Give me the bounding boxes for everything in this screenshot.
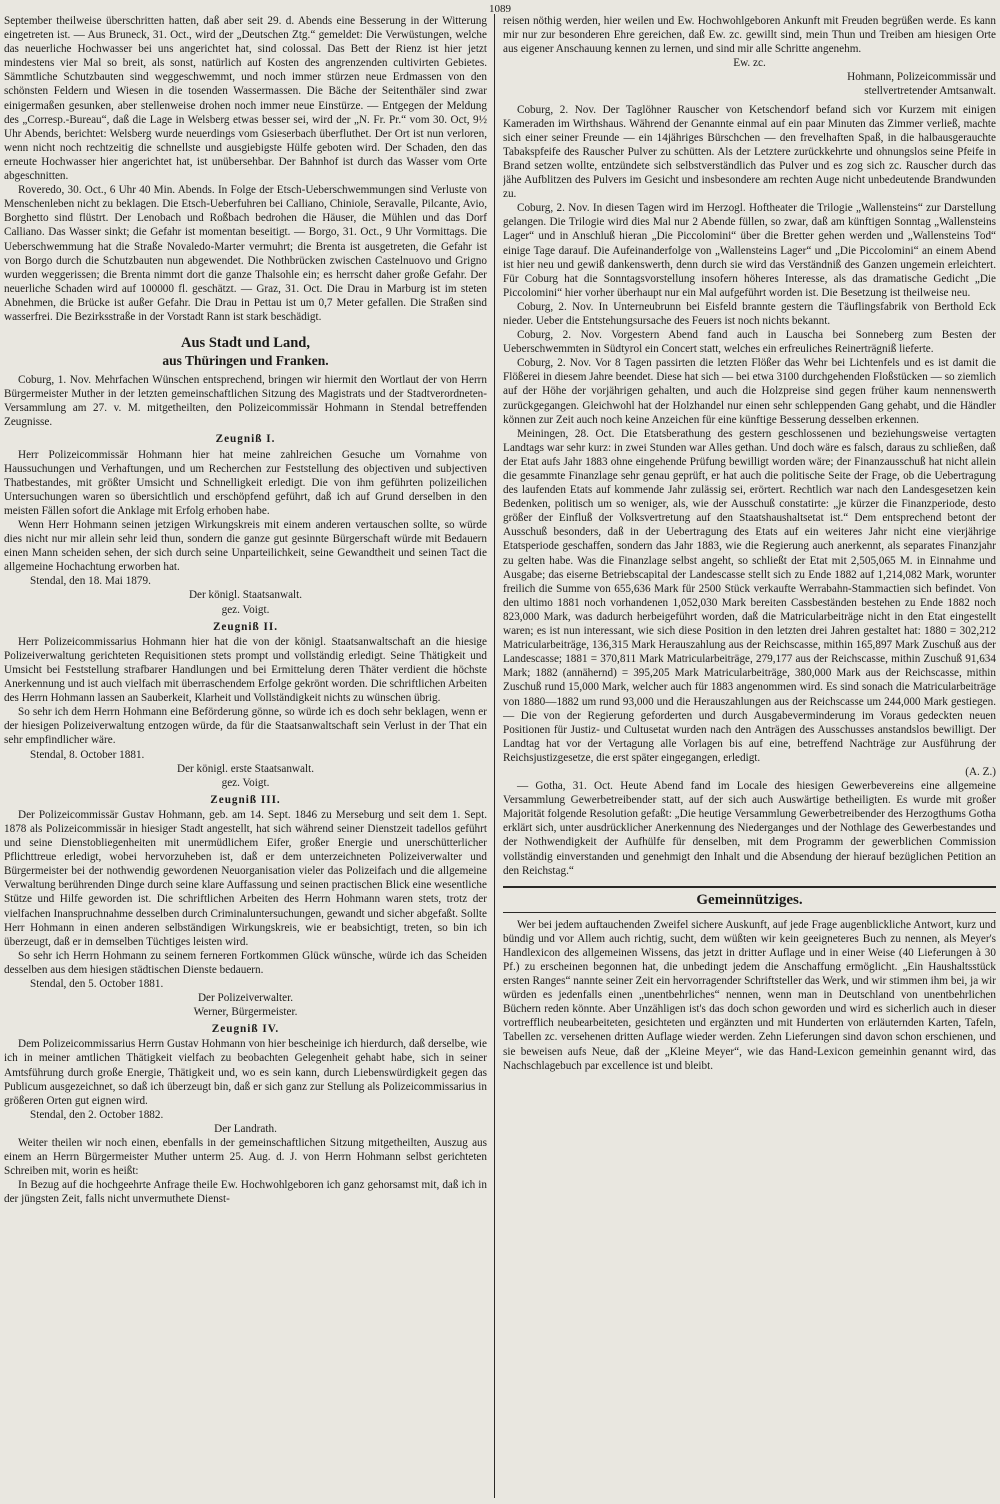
news-gotha-assembly: — Gotha, 31. Oct. Heute Abend fand im Locale des hiesigen Gewerbevereins eine allgemeine Versammlung Gewerbetreibender statt, auf der sich auch Auswärtige betheiligten. Es wurde mit großer Majorität folgende Resolution gefaßt: „Die heutige Versammlung Gewerbetreibender des Herzogthums Gotha erklärt sich, unter ausdrücklicher Anerkennung des Niederganges und der Nothlage des Gewerbestandes und der Nothwendigkeit der Aufhülfe für denselben, mit dem Programm der gewerblichen Commission vollständig einverstanden und genehmigt den Inhalt und die Absendung der hierauf bezüglichen Petition an den Reichstag.“ bbox=[503, 780, 996, 877]
letter-excerpt-start: In Bezug auf die hochgeehrte Anfrage theile Ew. Hochwohlgeboren ich ganz gehorsamst mit, daß ich in der jüngsten Zeit, falls nicht unvermuthete Dienst- bbox=[4, 1179, 487, 1206]
zeugnis-1-signature-title: Der königl. Staatsanwalt. bbox=[188, 589, 303, 602]
section-title-gemeinnuetziges: Gemeinnütziges. bbox=[503, 886, 996, 913]
zeugnis-4-signature-title: Der Landrath. bbox=[214, 1122, 277, 1135]
flood-report: September theilweise überschritten hatten, daß aber seit 29. d. Abends eine Besserung in der Witterung eingetreten ist. — Aus Bruneck, 31. Oct., wird der „Deutschen Ztg.“ gemeldet: Die Verwüstungen, welche das neuerliche Hochwasser bei uns angerichtet hat, sind colossal. Das Bett der Rienz ist hier jetzt mindestens vier Mal so breit, als sonst, natürlich auf Kosten des angrenzenden cultivirten Gebietes. Sämmtliche Schutzbauten sind weggeschwemmt, und noch immer stürzen neue Erdmassen von den schönsten Feldern und Wiesen in die tosenden Wassermassen. Die Bäche der Seitenthäler sind zwar einigermaßen gesunken, aber stellenweise drohen noch immer neue Einstürze. — Entgegen der Meldung des „Corresp.-Bureau“, daß die Lage in Welsberg etwas besser sei, wird der „N. Fr. Pr.“ vom 30. Oct, 9½ Uhr Abends, berichtet: Welsberg wurde neuerdings vom Gsieserbach überfluthet. Der Ort ist nun verloren, wenn nicht noch rechtzeitig die schnellste und ausgiebigste Hülfe geboten wird. Der Schaden, den das erneute Hochwasser hier angerichtet hat, ist unübersehbar. Der Bahnhof ist durch das Wasser vom Orte abgeschnitten. bbox=[4, 15, 487, 183]
zeugnis-4-place-date: Stendal, den 2. October 1882. bbox=[30, 1108, 164, 1121]
zeugnis-1-paragraph: Herr Polizeicommissär Hohmann hier hat meine zahlreichen Gesuche um Vornahme von Haussuchungen und Verhaftungen, und um Recherchen zur Feststellung des objectiven und subjectiven Thatbestandes, mit größter Umsicht und Schnelligkeit erledigt. Die von ihm geführten polizeilichen Untersuchungen waren so übersichtlich und erschöpfend geführt, daß ich auf Grund derselben in den meisten Fällen sofort die Anklage mit Erfolg erhoben habe. bbox=[4, 448, 487, 517]
left-column bbox=[4, 14, 487, 1498]
zeugnis-3-paragraph: Der Polizeicommissär Gustav Hohmann, geb. am 14. Sept. 1846 zu Merseburg und seit dem 1. Sept. 1878 als Polizeicommissär in hiesiger Stadt angestellt, hat sich während seiner Dienstzeit tadellos geführt und seine Dienstobliegenheiten mit unermüdlichem Eifer, großer Energie und unerschütterlicher Pflichttreue erledigt, wobei hervorzuheben ist, daß er dem unterzeichneten Polizeiverwalter und Bürgermeister bei der nothwendig gewordenen Neuorganisation vieler das Polizeifach und die allgemeine Verwaltung berührenden Dinge durch seine klare Auffassung und seinen practischen Blick eine wesentliche Stütze und Hilfe geworden ist. Die schriftlichen Arbeiten des Herrn Hohmann waren stets, trotz der vielfachen Inanspruchnahme desselben durch Criminaluntersuchungen, gewandt und sicher abgefaßt. Sollte Herr Hohmann in einen anderen selbständigen Wirkungskreis, wie er beabsichtigt, treten, so bin ich überzeugt, daß er in demselben Tüchtiges leisten wird. bbox=[4, 808, 487, 948]
zeugnis-1-paragraph: Wenn Herr Hohmann seinen jetzigen Wirkungskreis mit einem anderen vertauschen sollte, so würde dies nicht nur mir allein sehr leid thun, sondern die ganze gut gesinnte Bürgerschaft würde mit Bedauern einen Mann scheiden sehen, der sich durch seine Unparteilichkeit, seine Gewandtheit und seinen Tact die allgemeine Hochachtung erworben hat. bbox=[4, 519, 487, 574]
letter-signature-title: stellvertretender Amtsanwalt. bbox=[864, 85, 996, 98]
zeugnis-3-signature-name: Werner, Bürgermeister. bbox=[193, 1006, 298, 1019]
coburg-intro: Coburg, 1. Nov. Mehrfachen Wünschen entsprechend, bringen wir hiermit den Wortlaut der von Herrn Bürgermeister Muther in der letzten gemeinschaftlichen Sitzung des Magistrats und der Stadtverordneten-Versammlung am 27. v. M. mitgetheilten, den Polizeicommissär Hohmann in Stendal betreffenden Zeugnisse. bbox=[4, 374, 487, 429]
letter-excerpt-intro: Weiter theilen wir noch einen, ebenfalls in der gemeinschaftlichen Sitzung mitgetheilten, Auszug aus einem an Herrn Bürgermeister Muther unterm 25. Aug. d. J. von Herrn Hohmann selbst gerichteten Schreiben mit, worin es heißt: bbox=[4, 1137, 487, 1178]
zeugnis-4-heading: Zeugniß IV. bbox=[211, 1023, 280, 1036]
section-subtitle-thueringen: aus Thüringen und Franken. bbox=[162, 353, 329, 369]
news-source-sign: (A. Z.) bbox=[965, 765, 996, 778]
news-coburg-concert: Coburg, 2. Nov. Vorgestern Abend fand auch in Lauscha bei Sonneberg zum Besten der Ueberschwemmten in Südtyrol ein Concert statt, welches ein erfreuliches Reinerträgniß lieferte. bbox=[503, 329, 996, 356]
news-coburg-pipe: Coburg, 2. Nov. Der Taglöhner Rauscher von Ketschendorf befand sich vor Kurzem mit einigen Kameraden im Wirthshaus. Während der Genannte einmal auf ein paar Minuten das Zimmer verließ, machte sich einer seiner Freunde — ein 14jähriges Bürschchen — den frevelhaften Spaß, in die halbausgerauchte Tabakspfeife des Rauscher Pulver zu schütten. Als der Letztere zurückkehrte und ohnungslos seine Pfeife in Brand setzen wollte, entzündete sich selbstverständlich das Pulver und es zog sich zc. Rauscher durch das jähe Aufblitzen des Pulvers im Gesicht und insbesondere am rechten Auge nicht unbedeutende Brandwunden zu. bbox=[503, 103, 996, 201]
letter-signature-name: Hohmann, Polizeicommissär und bbox=[847, 71, 996, 84]
zeugnis-2-paragraph: Herr Polizeicommissarius Hohmann hier hat die von der königl. Staatsanwaltschaft an die hiesige Polizeiverwaltung gerichteten Requisitionen stets prompt und vollständig erledigt. Seine Thätigkeit und Umsicht bei Feststellung strafbarer Handlungen und bei Ermittelung deren Thäter verdient die höchste Anerkennung und ist auch vielfach mit überraschendem Erfolge gekrönt worden. Die schriftlichen Arbeiten des Herrn Hohmann lassen an Sauberkeit, Klarheit und Vollständigkeit nichts zu wünschen übrig. bbox=[4, 635, 487, 705]
zeugnis-2-heading: Zeugniß II. bbox=[212, 620, 279, 633]
zeugnis-3-signature-title: Der Polizeiverwalter. bbox=[197, 992, 294, 1005]
zeugnis-2-paragraph: So sehr ich dem Herrn Hohmann eine Beförderung gönne, so würde ich es doch sehr beklagen, wenn er der hiesigen Polizeiverwaltung entzogen würde, da für die Staatsanwaltschaft sein Verlust in der That ein sehr empfindlicher wäre. bbox=[4, 706, 487, 747]
section-title-stadt-land: Aus Stadt und Land, bbox=[181, 335, 310, 352]
letter-closing: Ew. zc. bbox=[733, 57, 766, 70]
zeugnis-1-place-date: Stendal, den 18. Mai 1879. bbox=[30, 575, 151, 588]
news-coburg-fire: Coburg, 2. Nov. In Unterneubrunn bei Eisfeld brannte gestern die Täuflingsfabrik von Berthold Eck nieder. Ueber die Entstehungsursache des Feuers ist noch nichts bekannt. bbox=[503, 300, 996, 327]
news-coburg-theater: Coburg, 2. Nov. In diesen Tagen wird im Herzogl. Hoftheater die Trilogie „Wallensteins“ zur Darstellung gelangen. Die Trilogie wird dies Mal nur 2 Abende füllen, so zwar, daß am künftigen Sonntag „Wallensteins Lager“ und in Anschluß hieran „Die Piccolomini“ über die Bretter gehen werden und „Wallensteins Tod“ einige Tage darauf. Die Aufeinanderfolge von „Wallensteins Lager“ und „Die Piccolomini“ an einem Abend ist hier neu und gewiß dankenswerth, denn durch sie wird das Verständniß des Ganzen ungemein erleichtert. Für Coburg hat die Sonntagsvorstellung insofern höheres Interesse, als das dramatische Gedicht „Die Piccolomini“ hier vorher überhaupt nur ein Mal aufgeführt worden ist. Die Besetzung ist theilweise neu. bbox=[503, 202, 996, 299]
zeugnis-3-heading: Zeugniß III. bbox=[210, 793, 281, 806]
zeugnis-2-signature-title: Der königl. erste Staatsanwalt. bbox=[176, 762, 314, 775]
zeugnis-3-place-date: Stendal, den 5. October 1881. bbox=[30, 978, 164, 990]
page-number: 1089 bbox=[489, 3, 511, 15]
zeugnis-2-signature-name: gez. Voigt. bbox=[221, 776, 270, 789]
flood-report-roveredo: Roveredo, 30. Oct., 6 Uhr 40 Min. Abends. In Folge der Etsch-Ueberschwemmungen sind Verluste von Menschenleben nicht zu beklagen. Die Etsch-Ueberfuhren bei Calliano, Chiniole, Seravalle, Pilcante, Avio, Borghetto sind flüstrt. Der Lenobach und Roßbach bedrohen die Häuser, die Mühlen und das Dorf Calliano. Das Wasser sinkt; die Gefahr ist momentan beseitigt. — Borgo, 31. Oct., 9 Uhr Vormittags. Die Ueberschwemmung hat die Straße Novaledo-Marter vermuhrt; die Brenta ist ausgetreten, die Gefahr ist von Borgo durch die Schutzbauten nun abgewendet. Die Nothbrücken zwischen Castelnuovo und Grigno wurden weggerissen; die Brenta nimmt dort die ganze Thalsohle ein; es herrscht daher große Gefahr. Der neuerliche Schaden wird auf 100000 fl. geschätzt. — Graz, 31. Oct. Die Drau in Marburg ist im steten Abnehmen, die Brücke ist außer Gefahr. Die Drau in Pettau ist um 0,7 Meter gefallen. Die Straßen sind wasserfrei. Die Bezirksstraße in der Vorstadt Rann ist stark beschädigt. bbox=[4, 184, 487, 323]
news-coburg-rafting: Coburg, 2. Nov. Vor 8 Tagen passirten die letzten Flößer das Wehr bei Lichtenfels und es ist damit die Flößerei in diesem Jahre beendet. Diese hat sich — bei etwa 3100 durchgehenden Floßstücken — so ziemlich auf der Höhe der vorjährigen gehalten, und auch die Holzpreise sind gegen früher kaum nennenswerth zurückgegangen. Gleichwohl hat der Holzhandel nur einen sehr schleppenden Gang gehabt, und die Händler können zur Zeit auch noch keine Anzeichen für eine künftige Besserung desselben erkennen. bbox=[503, 357, 996, 426]
zeugnis-2-place-date: Stendal, 8. October 1881. bbox=[30, 748, 145, 761]
letter-excerpt-end: reisen nöthig werden, hier weilen und Ew. Hochwohlgeboren Ankunft mit Freuden begrüßen werde. Es kann mir nur zur besonderen Ehre gereichen, daß Ew. zc. gewillt sind, mein Thun und Treiben am hiesigen Orte aus eigener Anschauung kennen zu lernen, und sind mir alle Schritte angenehm. bbox=[503, 15, 996, 56]
column-divider bbox=[494, 14, 495, 1498]
zeugnis-1-heading: Zeugniß I. bbox=[215, 433, 276, 446]
zeugnis-4-paragraph: Dem Polizeicommissarius Herrn Gustav Hohmann von hier bescheinige ich hierdurch, daß derselbe, wie ich in meiner amtlichen Thätigkeit vielfach zu beobachten Gelegenheit gehabt habe, sich in seiner Amtsführung durch große Energie, Thätigkeit und, wo es sein kann, durch Liebenswürdigkeit gegen das Publicum ausgezeichnet, so daß ich überzeugt bin, daß er sich ganz zur Stellung als Polizeicommissarius in größeren Orten gut eignen wird. bbox=[4, 1038, 487, 1107]
zeugnis-1-signature-name: gez. Voigt. bbox=[221, 603, 270, 616]
right-column bbox=[503, 14, 996, 1498]
gemeinnuetziges-paragraph: Wer bei jedem auftauchenden Zweifel sichere Auskunft, auf jede Frage augenblickliche Antwort, kurz und bündig und vor Allem auch richtig, sucht, dem wüßten wir kein geeigneteres Buch zu nennen, als Meyer's Handlexicon des allgemeinen Wissens, das jetzt in dritter Auflage und in einer Weise (40 Lieferungen à 30 Pf.) zu erscheinen begonnen hat, die unbedingt jedem die Anschaffung ermöglicht. „Ein Haushaltsstück ersten Ranges“ nannte seiner Zeit ein hervorragender Schriftsteller das Werk, und wir stimmen ihm bei, ja wir würden es jedenfalls einen „unentbehrliches“ nennen, wenn man in Deutschland von unentbehrlichen Büchern reden könnte. Aber Unzähligen ist's das doch schon geworden und wird es sicherlich auch in dieser vortrefflich neubearbeiteten, gesichteten und ergänzten und mit Hunderten von erläuternden Karten, Tafeln, Tabellen zc. versehenen dritten Auflage wieder werden. Zehn Lieferungen sind davon schon erschienen, und sie beweisen aufs Neue, daß der „Kleine Meyer“, wie das Hand-Lexicon gemeinhin genannt wird, das Nachschlagebuch par excellence ist und bleibt. bbox=[503, 918, 996, 1072]
news-meiningen-landtag: Meiningen, 28. Oct. Die Etatsberathung des gestern geschlossenen und beziehungsweise vertagten Landtags war sehr kurz: in zwei Stunden war Alles gethan. Und doch wäre es falsch, daraus zu schließen, daß der Etat aufs Jahr 1883 ohne eingehende Prüfung bewilligt worden wäre; der Finanzausschuß hat nicht allein die gesammte Finanzlage sehr genau geprüft, er hat auch die politische Seite der Frage, ob die Uebertragung des laufenden Etats auf kommende Jahr zulässig sei, erörtert. Rechtlich war nach den Landesgesetzen kein Bedenken, politisch um so weniger, als, wie der Ausschuß constatirte: „je kürzer die Finanzperiode, desto größer der Einfluß der Volksvertretung auf den Staatshaushaltsetat ist.“ Dem entsprechend betont der Ausschuß besonders, daß in der Uebertragung des Etats auf ein weiteres Jahr nicht eine vierjährige Etatsperiode geschaffen, sondern das Jahr 1883, wie die Regierung auch anerkennt, als separates Finanzjahr zu gelten habe. Was die Finanzlage selbst angeht, so schließt der Etat mit 2,505,065 M. in Einnahme und Ausgabe; das eiserne Betriebscapital der Landescasse stellt sich zu Ende 1882 auf 1,214,082 Mark, worunter freilich die Summe von 655,636 Mark für 2500 Stück verkaufte Werrabahn-Stammactien sich befindet. Von den ultimo 1881 noch vorhandenen 1,052,030 Mark bereiten Cassbeständen bestehen zu Ende 1882 noch 823,000 Mark, was dadurch herbeigeführt worden, daß die Matricularbeiträge nicht in den Etat eingestellt waren; es ist nun interessant, wie sich diese Position in den letzten drei Jahren gestaltet hat: 1880 = 302,212 Matricularbeiträge, 136,315 Mark Herauszahlung aus der Reichscasse, mithin 165,897 Mark Zuschuß aus der Landescasse; 1881 = 370,811 Mark Matricularbeiträge, 279,177 aus der Reichscasse, mithin Zuschuß 91,634 Mark; 1882 (annähernd) = 395,205 Mark Matricularbeiträge, 380,000 Mark aus der Reichscasse, mithin Zuschuß rund 15,000 Mark, welcher auch für 1883 angenommen wird. Es sind sonach die Matricularbeiträge von 1880—1882 um rund 93,000 und die Herauszahlungen aus der Reichscasse um 244,000 Mark gestiegen. — Die von der Regierung geforderten und durch Ausgabeverminderung im Voraus gedeckten neuen Positionen für Justiz- und Cultusetat wurden nach den Anträgen des Ausschusses anstandslos bewilligt. Der Landtag hat vor der Vertagung alle Vorlagen bis auf eine, betreffend Nachträge zur Ausführung der Reichsjustizgesetze, die erst später eingegangen, erledigt. bbox=[503, 427, 996, 764]
zeugnis-3-paragraph: So sehr ich Herrn Hohmann zu seinem ferneren Fortkommen Glück wünsche, würde ich das Scheiden desselben aus dem hiesigen städtischen Dienste bedauern. bbox=[4, 949, 487, 976]
